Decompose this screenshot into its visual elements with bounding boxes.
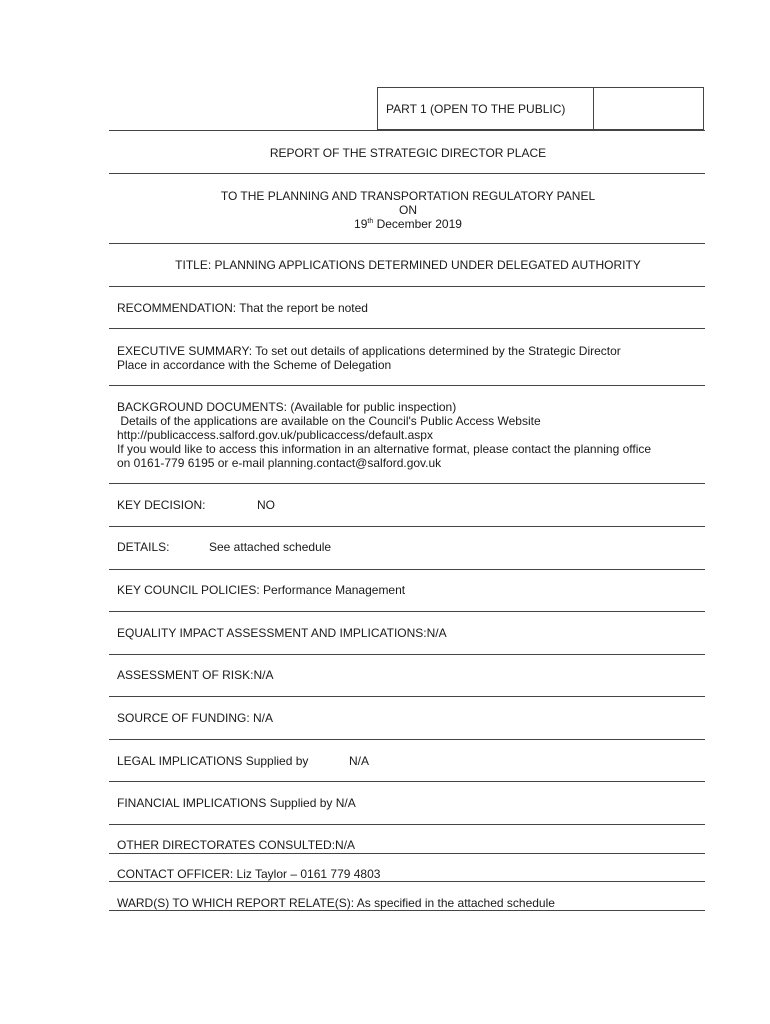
background-documents-row [109,386,705,484]
executive-summary-line2: Place in accordance with the Scheme of Delegation [117,358,392,372]
equality-impact: EQUALITY IMPACT ASSESSMENT AND IMPLICATIONS:N/A [117,626,447,640]
risk-row [109,655,705,697]
recommendation-row [109,287,705,329]
report-title-row [109,130,705,174]
part-blank-cell [594,88,703,129]
other-directorates-row [109,825,705,854]
other-directorates: OTHER DIRECTORATES CONSULTED:N/A [117,838,356,852]
source-of-funding: SOURCE OF FUNDING: N/A [117,711,274,725]
equality-row [109,612,705,655]
executive-summary-row [109,329,705,386]
recommendation-text: RECOMMENDATION: That the report be noted [117,301,368,315]
legal-implications [117,754,699,768]
panel-line1: TO THE PLANNING AND TRANSPORTATION REGULATORY PANEL [220,189,596,203]
background-line2: Details of the applications are available on the Council's Public Access Website [117,414,541,428]
background-documents [117,400,699,470]
part-label: PART 1 (OPEN TO THE PUBLIC) [378,88,594,129]
panel-date [117,217,699,231]
background-line1: BACKGROUND DOCUMENTS: (Available for public inspection) [117,400,457,414]
panel-date-day: 19 [354,217,368,231]
key-decision-row [109,484,705,527]
contact-officer-row [109,854,705,882]
wards-row [109,882,705,911]
title-row [109,244,705,287]
legal-value: N/A [349,754,370,768]
part-box [377,87,704,130]
financial-implications: FINANCIAL IMPLICATIONS Supplied by N/A [117,796,356,810]
key-decision [117,498,699,512]
wards: WARD(S) TO WHICH REPORT RELATE(S): As specified in the attached schedule [117,896,555,910]
report-title: REPORT OF THE STRATEGIC DIRECTOR PLACE [269,146,547,160]
details-label: DETAILS: [117,540,170,554]
executive-summary-line1: EXECUTIVE SUMMARY: To set out details of applications determined by the Strategic Director [117,344,621,358]
funding-row [109,697,705,740]
key-council-policies-row [109,570,705,612]
financial-row [109,782,705,825]
key-decision-value: NO [257,498,275,512]
panel-line2: ON [399,203,417,217]
details-value: See attached schedule [209,540,332,554]
panel-date-rest: December 2019 [373,217,462,231]
background-line4: If you would like to access this information in an alternative format, please contact the planning office [117,442,652,456]
key-council-policies: KEY COUNCIL POLICIES: Performance Management [117,583,406,597]
background-url: http://publicaccess.salford.gov.uk/publicaccess/default.aspx [117,428,433,442]
details-row [109,527,705,570]
legal-row [109,740,705,782]
legal-label: LEGAL IMPLICATIONS Supplied by [117,754,309,768]
contact-officer: CONTACT OFFICER: Liz Taylor – 0161 779 4803 [117,867,381,881]
panel-row [109,174,705,244]
details [117,540,699,554]
executive-summary [117,344,699,372]
background-line5: on 0161-779 6195 or e-mail planning.contact@salford.gov.uk [117,456,442,470]
key-decision-label: KEY DECISION: [117,498,206,512]
report-subject-title: TITLE: PLANNING APPLICATIONS DETERMINED UNDER DELEGATED AUTHORITY [175,258,641,272]
panel-date-suffix: th [367,218,374,225]
panel-heading [117,189,699,231]
assessment-of-risk: ASSESSMENT OF RISK:N/A [117,668,274,682]
